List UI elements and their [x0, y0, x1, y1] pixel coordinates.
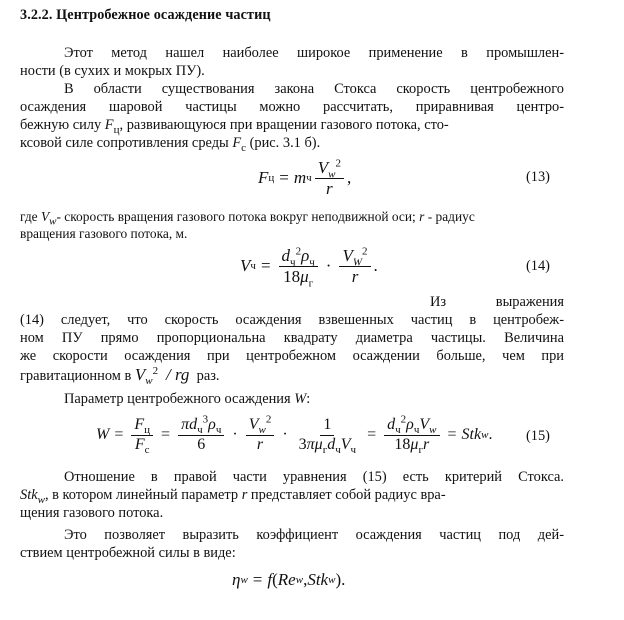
force-symbol: F	[104, 117, 114, 133]
paragraph-line: (14) следует, что скорость осаждения взвешенных частиц в центробеж-	[20, 312, 564, 328]
equation-13: F ц = m ч $\frac{V_w^2}{r}$ ,	[258, 157, 352, 198]
equation-number: (13)	[526, 169, 550, 185]
fraction: $\frac{1}{3\pi\mu_гd_чV_ч}$	[298, 415, 357, 456]
text-fragment: представляет собой радиус вра-	[250, 487, 446, 503]
paragraph-line: же скорости осаждения при центробежном осаждении больше, чем при	[20, 348, 564, 364]
equation-deposition-coefficient: η w = f ( Re w , Stk w ).	[232, 570, 346, 589]
text-fragment: развивающуюся при вращении газового потока, сто-	[126, 117, 449, 133]
equation-number: (15)	[526, 428, 550, 444]
fraction: $\frac{d_ч^2\rho_чV_w}{18\mu_гr}$	[384, 417, 439, 454]
fraction: $\frac{V_w^2}{r}$	[246, 417, 275, 454]
text-fragment: - радиус	[427, 209, 475, 224]
paragraph-line: ствием центробежной силы в виде:	[20, 545, 236, 561]
fraction: $\frac{\pi d_ч^3\rho_ч}{6}$	[178, 417, 224, 454]
paragraph-line: гравитационном в $V_w^2$ / rg раз.	[20, 365, 220, 387]
paragraph-line: вращения газового потока, м.	[20, 226, 188, 241]
text-fragment: ксовой силе сопротивления среды	[20, 135, 229, 151]
fraction: $\frac{F_ц}{F_с}$	[131, 417, 153, 454]
text-fragment: гравитационном в	[20, 368, 132, 384]
paragraph-line: осаждения шаровой частицы можно рассчитать, приравнивая центро-	[20, 99, 564, 115]
paragraph-line: щения газового потока.	[20, 505, 164, 521]
fraction: $\frac{V_W^2}{r}$	[339, 247, 370, 286]
section-heading: 3.2.2. Центробежное осаждение частиц	[20, 7, 271, 23]
paragraph-line: Из	[430, 294, 447, 310]
equation-15: W = $\frac{F_ц}{F_с}$ = $\frac{\pi d_ч^3\rho_ч}{6}$ · $\frac{V_w^2}{r}$ · $\frac{1}{3\pi\mu_гd_чV_ч}$ = $\frac{d_ч^2\rho_чV_w}{18\mu_гr}$ = Stk w .	[96, 413, 493, 456]
paragraph-line: выражения	[495, 294, 564, 310]
text-fragment: в котором линейный параметр	[52, 487, 239, 503]
paragraph-line: где $V_w-$ скорость вращения газового потока вокруг неподвижной оси; r - радиус	[20, 209, 475, 228]
text-fragment: бежную силу	[20, 117, 102, 133]
text-fragment: - скорость вращения газового потока вокруг неподвижной оси;	[56, 209, 416, 224]
equation-number: (14)	[526, 258, 550, 274]
fraction: $\frac{d_ч^2\rho_ч}{18\mu_г}$	[279, 247, 318, 286]
paragraph-line: Это позволяет выразить коэффициент осаждения частиц под дей-	[64, 527, 564, 543]
text-fragment: (рис. 3.1 б).	[249, 135, 321, 151]
paragraph-line: ксовой силе сопротивления среды $F_с$ (рис. 3.1 б).	[20, 135, 321, 154]
paragraph-line: Отношение в правой части уравнения (15) есть критерий Стокса.	[64, 469, 564, 485]
equation-14: V ч = $\frac{d_ч^2\rho_ч}{18\mu_г}$ · $\frac{V_W^2}{r}$ .	[240, 245, 378, 289]
text-fragment: раз.	[196, 368, 220, 384]
paragraph-line: бежную силу $F_ц$, развивающуюся при вращении газового потока, сто-	[20, 117, 449, 136]
paragraph-line: ности (в сухих и мокрых ПУ).	[20, 63, 205, 79]
paragraph-line: Параметр центробежного осаждения W:	[64, 391, 311, 407]
paragraph-line: В области существования закона Стокса скорость центробежного	[64, 81, 564, 97]
text-fragment: где	[20, 209, 38, 224]
force-symbol: F	[232, 135, 242, 151]
text-fragment: Параметр центробежного осаждения	[64, 391, 291, 407]
paragraph-line: Stk$_w$, в котором линейный параметр r представляет собой радиус вра-	[20, 487, 446, 506]
paragraph-line: ном ПУ прямо пропорциональна квадрату диаметра частицы. Величина	[20, 330, 564, 346]
paragraph-line: Этот метод нашел наиболее широкое применение в промышлен-	[64, 45, 564, 61]
fraction: $\frac{V_w^2}{r}$	[315, 159, 344, 198]
